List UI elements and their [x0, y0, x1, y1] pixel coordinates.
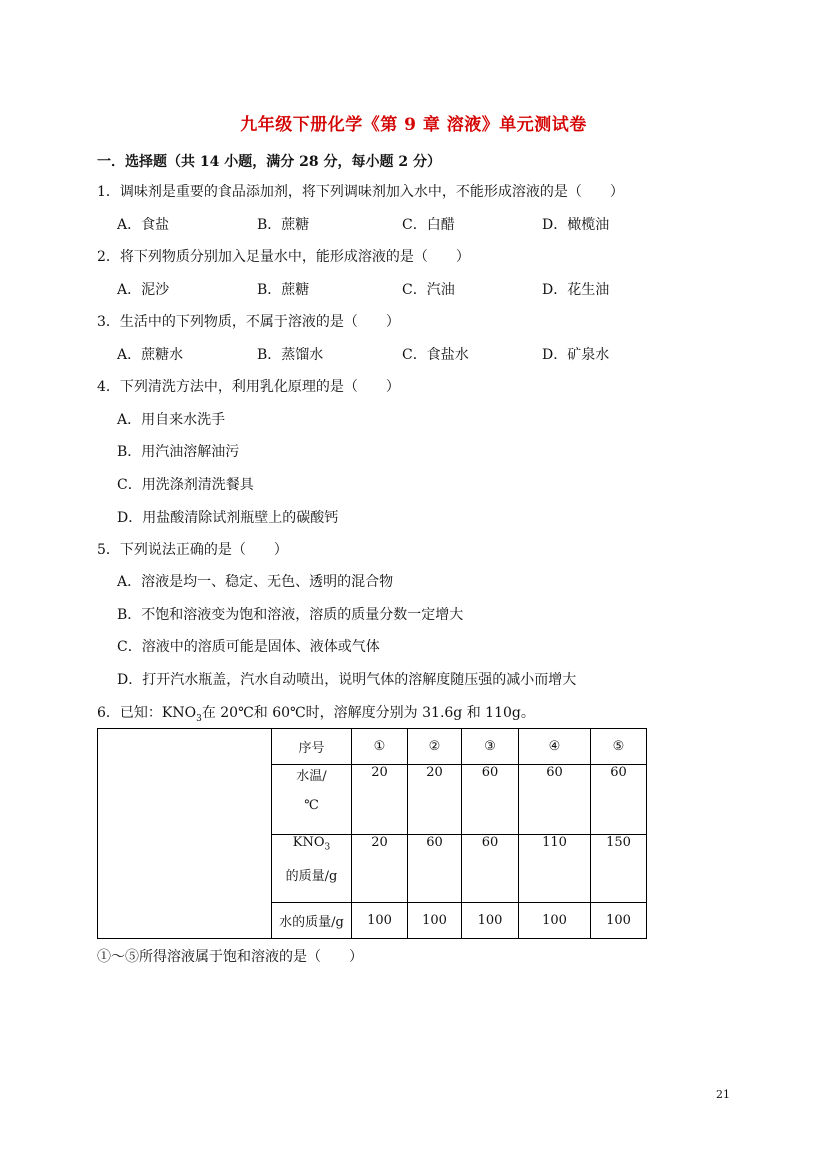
- table-header-cell: ④: [519, 729, 591, 765]
- label-line: [272, 835, 351, 853]
- section-heading: 一．选择题（共 14 小题，满分 28 分，每小题 2 分）: [97, 154, 441, 170]
- table-cell: 20: [352, 765, 408, 835]
- option-a: A．食盐: [117, 217, 170, 233]
- label-line: ℃: [304, 798, 319, 813]
- label-line: 水温/: [296, 769, 327, 784]
- option-c: C．食盐水: [402, 347, 469, 363]
- option-d: D．打开汽水瓶盖，汽水自动喷出，说明气体的溶解度随压强的减小而增大: [117, 672, 577, 688]
- table-header-cell: ②: [408, 729, 462, 765]
- question-6-stem-a: 6．已知：KNO: [97, 705, 197, 721]
- table-header-cell: ①: [352, 729, 408, 765]
- row-label-water: 水的质量/g: [272, 903, 352, 939]
- table-cell: 60: [462, 765, 519, 835]
- question-3: 3．生活中的下列物质，不属于溶液的是（ ）: [97, 314, 400, 330]
- option-a: A．用自来水洗手: [117, 412, 226, 428]
- option-c: C．汽油: [402, 282, 455, 298]
- label-text: KNO: [292, 835, 325, 850]
- question-1-options: [117, 214, 717, 234]
- label-line: 的质量/g: [285, 868, 338, 884]
- row-label-kno3: [272, 835, 352, 903]
- question-6: [97, 702, 535, 724]
- option-b: B．蔗糖: [257, 282, 310, 298]
- table-cell: 100: [352, 903, 408, 939]
- page-number: 21: [716, 1088, 730, 1101]
- question-6-followup: ①～⑤所得溶液属于饱和溶液的是（ ）: [97, 949, 363, 965]
- option-c: C．白醋: [402, 217, 455, 233]
- table-cell: 100: [591, 903, 647, 939]
- option-b: B．蔗糖: [257, 217, 310, 233]
- option-d: D．用盐酸清除试剂瓶壁上的碳酸钙: [117, 510, 339, 526]
- question-5: 5．下列说法正确的是（ ）: [97, 542, 288, 558]
- table-cell: 60: [408, 835, 462, 903]
- row-label-temp: [272, 765, 352, 835]
- question-2: 2．将下列物质分别加入足量水中，能形成溶液的是（ ）: [97, 249, 470, 265]
- table-cell: 60: [591, 765, 647, 835]
- option-a: A．溶液是均一、稳定、无色、透明的混合物: [117, 574, 394, 590]
- question-4: 4．下列清洗方法中，利用乳化原理的是（ ）: [97, 379, 400, 395]
- option-d: D．橄榄油: [542, 217, 610, 233]
- table-cell: 100: [408, 903, 462, 939]
- table-cell: 110: [519, 835, 591, 903]
- option-d: D．矿泉水: [542, 347, 610, 363]
- table-cell: 60: [519, 765, 591, 835]
- option-d: D．花生油: [542, 282, 610, 298]
- data-table: [97, 728, 647, 939]
- option-b: B．不饱和溶液变为饱和溶液，溶质的质量分数一定增大: [117, 607, 464, 623]
- table-cell: 150: [591, 835, 647, 903]
- option-a: A．泥沙: [117, 282, 170, 298]
- option-c: C．溶液中的溶质可能是固体、液体或气体: [117, 639, 380, 655]
- blank-cell: [98, 729, 272, 939]
- table-cell: 20: [352, 835, 408, 903]
- table-header-cell: 序号: [272, 729, 352, 765]
- page-title: 九年级下册化学《第 9 章 溶液》单元测试卷: [240, 115, 587, 135]
- table-header-cell: ⑤: [591, 729, 647, 765]
- table-cell: 100: [519, 903, 591, 939]
- question-1: 1．调味剂是重要的食品添加剂，将下列调味剂加入水中，不能形成溶液的是（ ）: [97, 184, 624, 200]
- table-cell: 60: [462, 835, 519, 903]
- question-2-options: [117, 279, 717, 299]
- question-3-options: [117, 344, 717, 364]
- table-header-cell: ③: [462, 729, 519, 765]
- table-cell: 20: [408, 765, 462, 835]
- option-b: B．蒸馏水: [257, 347, 324, 363]
- table-cell: 100: [462, 903, 519, 939]
- subscript: 3: [196, 713, 202, 724]
- option-b: B．用汽油溶解油污: [117, 444, 240, 460]
- question-6-stem-b: 在 20℃和 60℃时，溶解度分别为 31.6g 和 110g。: [201, 705, 535, 721]
- option-a: A．蔗糖水: [117, 347, 184, 363]
- subscript: 3: [324, 842, 331, 853]
- option-c: C．用洗涤剂清洗餐具: [117, 477, 254, 493]
